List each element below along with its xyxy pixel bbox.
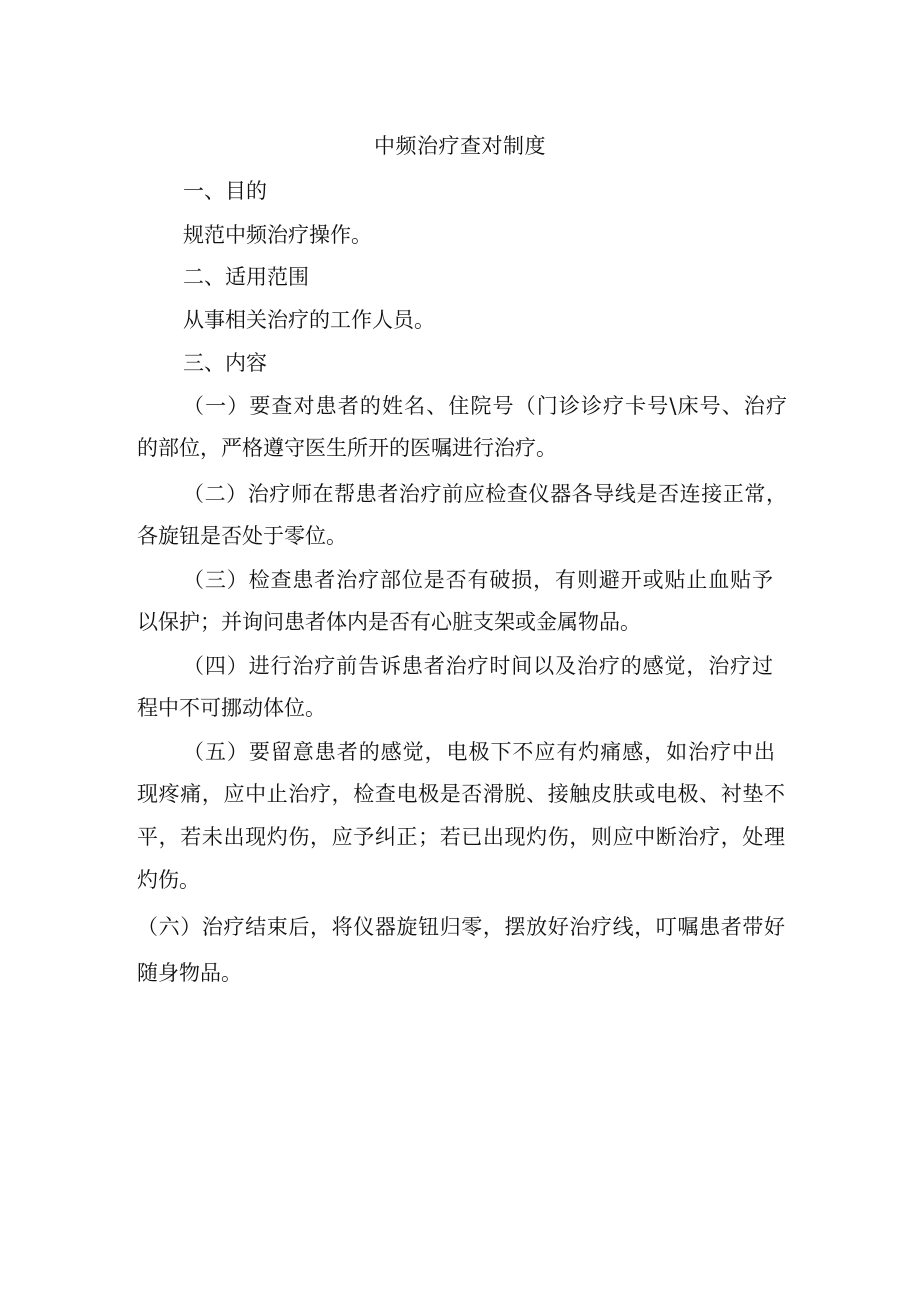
item-4-line-2: 程中不可挪动体位。	[137, 696, 326, 720]
item-5-line-4: 灼伤。	[137, 868, 200, 892]
item-2-line-1: （二）治疗师在帮患者治疗前应检查仪器各导线是否连接正常，	[183, 482, 787, 506]
item-5-line-1: （五）要留意患者的感觉，电极下不应有灼痛感，如治疗中出	[183, 740, 775, 764]
item-1-line-2: 的部位，严格遵守医生所开的医嘱进行治疗。	[137, 436, 557, 460]
item-5-line-3: 平，若未出现灼伤，应予纠正；若已出现灼伤，则应中断治疗，处理	[137, 825, 785, 849]
item-5-line-2: 现疼痛，应中止治疗，检查电极是否滑脱、接触皮肤或电极、衬垫不	[137, 782, 785, 806]
purpose-text: 规范中频治疗操作。	[183, 223, 372, 247]
item-6-line-1: （六）治疗结束后，将仪器旋钮归零，摆放好治疗线，叮嘱患者带好	[137, 915, 785, 939]
item-1-line-1: （一）要查对患者的姓名、住院号（门诊诊疗卡号\床号、治疗	[183, 394, 787, 418]
item-4-line-1: （四）进行治疗前告诉患者治疗时间以及治疗的感觉，治疗过	[183, 654, 773, 678]
item-3-line-2: 以保护；并询问患者体内是否有心脏支架或金属物品。	[137, 610, 641, 634]
item-3-line-1: （三）检查患者治疗部位是否有破损，有则避开或贴止血贴予	[183, 568, 773, 592]
section-heading-content: 三、内容	[183, 351, 267, 375]
section-heading-purpose: 一、目的	[183, 179, 267, 203]
document-title: 中频治疗查对制度	[374, 134, 546, 158]
section-heading-scope: 二、适用范围	[183, 265, 309, 289]
scope-text: 从事相关治疗的工作人员。	[183, 308, 435, 332]
item-2-line-2: 各旋钮是否处于零位。	[137, 524, 347, 548]
item-6-line-2: 随身物品。	[137, 961, 242, 985]
